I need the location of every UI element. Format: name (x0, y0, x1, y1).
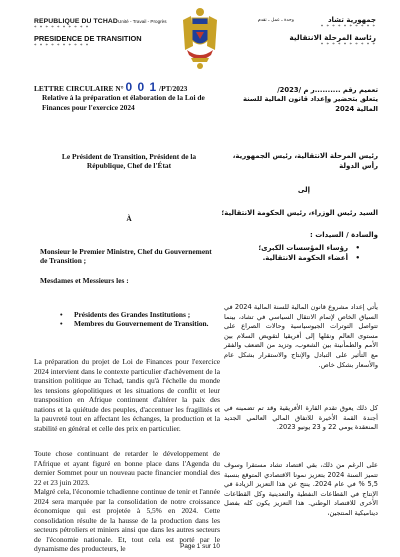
recipients-list-ar (220, 244, 360, 263)
list-item: • Présidents des Grandes Institutions ; (60, 310, 210, 319)
stars-divider-fr-2: * * * * * * * * * * (34, 44, 90, 49)
republic-name-fr: REPUBLIQUE DU TCHAD (34, 18, 118, 25)
recipients-list-fr (60, 310, 210, 329)
letter-number: 0 0 1 (125, 80, 158, 94)
presidency-fr: PRESIDENCE DE TRANSITION (34, 34, 142, 43)
recipients-others-ar: والسادة / السيدات : (309, 231, 378, 239)
sender-fr: Le Président de Transition, Président de la République, Chef de l'État (61, 152, 197, 171)
letter-suffix-fr: /PT/2023 (159, 84, 188, 93)
motto-ar: وحدة ـ عمل ـ تقدم (257, 18, 294, 23)
letter-subject-ar: يتعلق بتحضير وإعداد قانون المالية للسنة المالية 2024 (243, 95, 378, 113)
body-paragraph-fr-3: Malgré cela, l'économie tchadienne continue de tenir et l'année 2024 sera marquée par la consolidation de notre croissance économique qui est projetée à 5,5% en 2024. Cette consolidation résulte de la hausse de la production dans les secteurs pétroliers et miniers ainsi que dans les autres secteurs de l'économie nationale. Et, tout cela est porté par le dynamisme des producteurs, le (34, 487, 220, 553)
recipient-main-fr: Monsieur le Premier Ministre, Chef du Gouvernement de Transition ; (40, 247, 212, 266)
letter-prefix-fr: LETTRE CIRCULAIRE N° (34, 84, 124, 93)
to-ar: إلى (297, 186, 310, 194)
recipients-others-fr: Mesdames et Messieurs les : (40, 276, 129, 285)
coat-of-arms-icon (177, 6, 223, 72)
letter-subject-fr: Relative à la préparation et élaboration de la Loi de Finances pour l'exercice 2024 (42, 93, 205, 112)
list-item: • Membres du Gouvernement de Transition. (60, 319, 210, 328)
body-paragraph-ar-1: يأتي إعداد مشروع قانون المالية للسنة المالية 2024 في السياق الخاص لإتمام الانتقال السياسي في تشاد، بينما تتواصل التوترات الجيوسياسية وحالات الصراع على مستوى العالم ونقلها إلى أفريقيا لتقويض السلام بين الأمم والطمأنينة بين الشعوب، وتزيد من الضعف والفقر مع التأثير على التبادل والإنتاج والاستقرار بشكل عام والأسعار بشكل خاص. (224, 303, 379, 369)
stars-divider-fr: * * * * * * * * * * (34, 26, 90, 31)
header-french (34, 18, 167, 50)
stars-divider-ar: * * * * * * * * * * (320, 25, 376, 30)
motto-fr: Unité - Travail - Progrès (118, 19, 167, 24)
republic-name-ar: جمهورية تشاد (327, 16, 376, 24)
header-arabic (244, 16, 376, 49)
circular-letter-title-ar (228, 86, 378, 114)
body-paragraph-fr-2: Toute chose continuant de retarder le développement de l'Afrique et ayant figuré en bonne place dans l'Agenda du dernier Sommet pour un nouveau pacte financier mondial des 22 et 23 juin 2023. (34, 449, 220, 487)
to-fr: À (126, 214, 132, 223)
letter-ref-ar: تعميم رقم ..........ر م /2023/ (277, 86, 378, 94)
list-item: • أعضاء الحكومة الانتقالية. (220, 254, 360, 264)
page-number: Page 1 sur 10 (180, 543, 220, 550)
list-item: • رؤساء المؤسسات الكبرى؛ (220, 244, 360, 254)
body-paragraph-ar-3: على الرغم من ذلك، بقي اقتصاد تشاد مستقرا وسوف تتميز السنة 2024 بتعزيز نمونا الاقتصادي المتوقع بنسبة 5,5 % في عام 2024. ينتج عن هذا التعزيز الزيادة في الإنتاج في القطاعات النفطية والتعدينية وكل القطاعات الأخرى للاقتصاد الوطني. هذا التعزيز يكون كله بفضل ديناميكية المنتجين، (224, 461, 379, 517)
recipient-main-ar: السيد رئيس الوزراء، رئيس الحكومة الانتقالية؛ (221, 209, 378, 217)
sender-ar: رئيس المرحلة الانتقالية، رئيس الجمهورية، رأس الدولة (232, 152, 378, 170)
body-paragraph-fr-1: La préparation du projet de Loi de Finances pour l'exercice 2024 intervient dans le contexte particulier d'achèvement de la transition politique au Tchad, tandis qu'à l'échelle du monde les tensions géopolitiques et les situations de conflit et leur transposition en Afrique continuent d'altérer la paix des nations et la quiétude des peuples, d'accentuer les fragilités et la pauvreté tout en affectant les échanges, la production et la stabilité en général et celle des prix en particulier. (34, 357, 220, 433)
body-paragraph-ar-2: كل ذلك يعوق تقدم القارة الأفريقية وقد تم تضمينه في أجندة القمة الأخيرة للاتفاق المالي العالمي الجديد المنعقدة يومي 22 و 23 يونيو 2023. (224, 404, 378, 432)
presidency-ar: رئاسة المرحلة الانتقالية (289, 33, 376, 42)
circular-letter-title-fr (34, 80, 219, 112)
stars-divider-ar-2: * * * * * * * * * * (320, 43, 376, 48)
